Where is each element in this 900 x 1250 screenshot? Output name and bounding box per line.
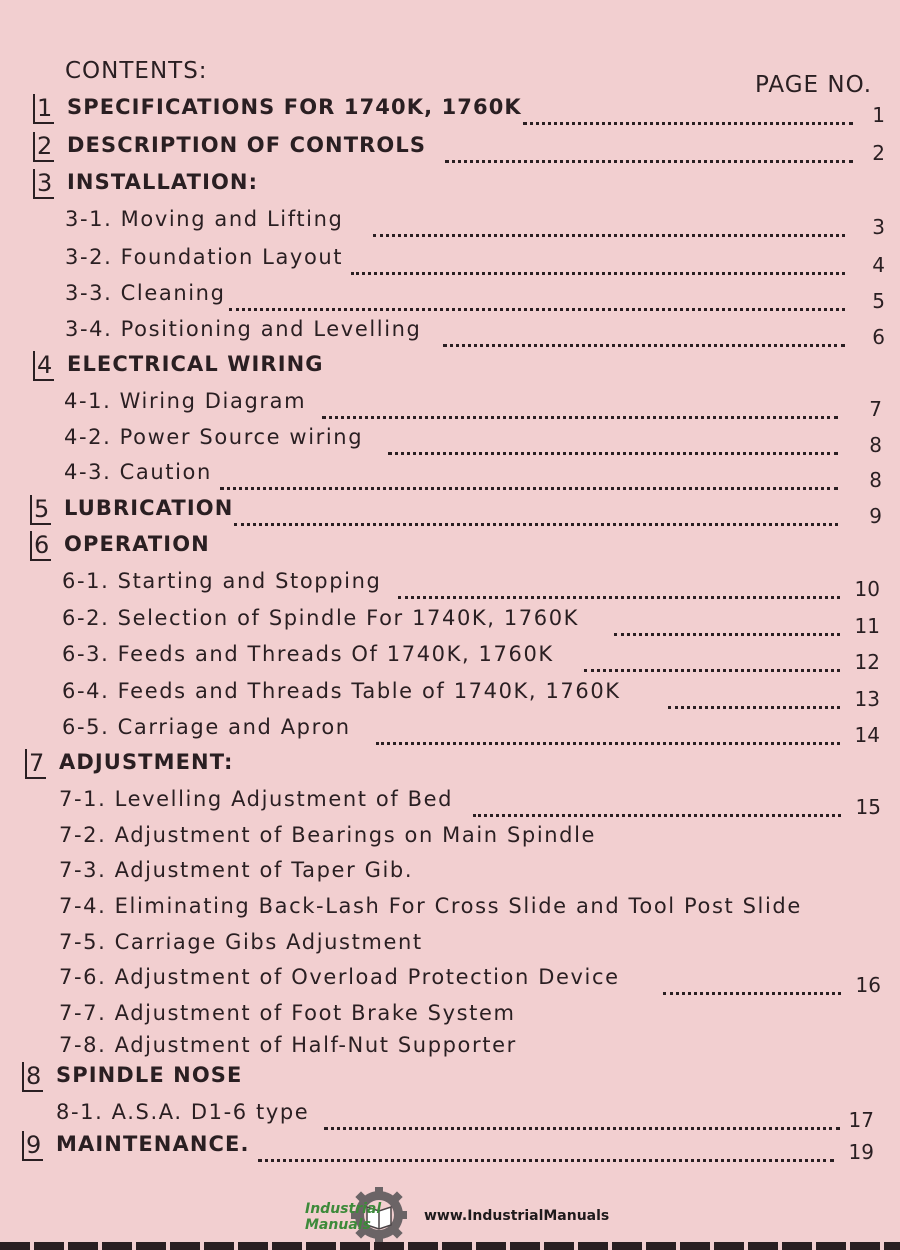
toc-subentry <box>25 820 885 856</box>
leader-dots <box>668 682 840 709</box>
toc-entry <box>30 493 890 529</box>
section-number: 1 <box>33 94 54 124</box>
entry-label: SPECIFICATIONS FOR 1740K, 1760K <box>67 95 522 119</box>
toc-entry <box>25 747 885 783</box>
entry-label: 7-8. Adjustment of Half-Nut Supporter <box>59 1033 517 1057</box>
toc-subentry <box>30 422 890 458</box>
entry-page: 7 <box>869 397 882 421</box>
entry-page: 13 <box>854 687 880 711</box>
entry-label: 6-4. Feeds and Threads Table of 1740K, 1760K <box>62 679 621 703</box>
leader-dots <box>351 248 845 275</box>
logo-line-2: Manuals <box>305 1217 371 1233</box>
entry-label: MAINTENANCE. <box>56 1132 250 1156</box>
leader-dots <box>614 609 840 636</box>
leader-dots <box>229 284 845 311</box>
toc-entry <box>33 92 893 128</box>
toc-subentry <box>28 603 888 639</box>
entry-label: 4-3. Caution <box>64 460 212 484</box>
toc-subentry <box>25 998 885 1034</box>
contents-heading: CONTENTS: <box>65 58 208 84</box>
entry-page: 5 <box>872 289 885 313</box>
toc-subentry <box>25 962 885 998</box>
toc-subentry <box>28 639 888 675</box>
leader-dots <box>398 572 840 599</box>
toc-entry <box>33 167 893 203</box>
entry-label: OPERATION <box>64 532 210 556</box>
entry-label: 7-4. Eliminating Back-Lash For Cross Slide and Tool Post Slide <box>59 894 802 918</box>
section-number: 9 <box>22 1131 43 1161</box>
toc-subentry <box>30 457 890 493</box>
entry-label: 6-3. Feeds and Threads Of 1740K, 1760K <box>62 642 554 666</box>
entry-page: 10 <box>854 577 880 601</box>
toc-subentry <box>28 676 888 712</box>
entry-page: 19 <box>848 1140 874 1164</box>
section-number: 7 <box>25 749 46 779</box>
toc-subentry <box>30 386 890 422</box>
toc-subentry <box>28 566 888 602</box>
section-number: 6 <box>30 531 51 561</box>
industrial-manuals-logo <box>305 1185 415 1245</box>
section-number: 2 <box>33 132 54 162</box>
entry-page: 9 <box>869 504 882 528</box>
entry-label: 7-7. Adjustment of Foot Brake System <box>59 1001 516 1025</box>
entry-label: 7-3. Adjustment of Taper Gib. <box>59 858 414 882</box>
entry-page: 8 <box>869 468 882 492</box>
entry-label: 7-6. Adjustment of Overload Protection Device <box>59 965 620 989</box>
toc-subentry <box>25 891 885 927</box>
entry-label: INSTALLATION: <box>67 170 259 194</box>
entry-label: 8-1. A.S.A. D1-6 type <box>56 1100 310 1124</box>
entry-page: 1 <box>872 103 885 127</box>
entry-label: 6-5. Carriage and Apron <box>62 715 351 739</box>
toc-subentry <box>28 712 888 748</box>
entry-label: 3-1. Moving and Lifting <box>65 207 344 231</box>
toc-subentry <box>25 927 885 963</box>
leader-dots <box>373 210 845 237</box>
entry-label: DESCRIPTION OF CONTROLS <box>67 133 427 157</box>
toc-subentry <box>33 314 893 350</box>
logo-line-1: Industrial <box>305 1201 382 1217</box>
leader-dots <box>443 320 845 347</box>
entry-label: ELECTRICAL WIRING <box>67 352 324 376</box>
bottom-border <box>0 1242 900 1250</box>
leader-dots <box>322 392 838 419</box>
entry-page: 3 <box>872 215 885 239</box>
entry-page: 11 <box>854 614 880 638</box>
entry-label: LUBRICATION <box>64 496 234 520</box>
section-number: 4 <box>33 351 54 381</box>
section-number: 8 <box>22 1062 43 1092</box>
footer-url: www.IndustrialManuals <box>424 1208 610 1224</box>
toc-subentry <box>33 278 893 314</box>
entry-label: 7-5. Carriage Gibs Adjustment <box>59 930 423 954</box>
entry-label: 4-2. Power Source wiring <box>64 425 364 449</box>
leader-dots <box>388 428 838 455</box>
entry-label: 3-4. Positioning and Levelling <box>65 317 422 341</box>
entry-page: 17 <box>848 1108 874 1132</box>
leader-dots <box>663 968 841 995</box>
page-number-heading: PAGE NO. <box>755 72 873 98</box>
entry-page: 15 <box>855 795 881 819</box>
leader-dots <box>220 463 838 490</box>
entry-page: 8 <box>869 433 882 457</box>
entry-page: 16 <box>855 973 881 997</box>
entry-label: SPINDLE NOSE <box>56 1063 243 1087</box>
toc-subentry <box>25 855 885 891</box>
toc-entry <box>33 349 893 385</box>
entry-label: 7-2. Adjustment of Bearings on Main Spindle <box>59 823 597 847</box>
section-number: 5 <box>30 495 51 525</box>
toc-entry <box>33 130 893 166</box>
entry-label: 6-1. Starting and Stopping <box>62 569 382 593</box>
entry-label: 4-1. Wiring Diagram <box>64 389 307 413</box>
leader-dots <box>523 98 853 125</box>
toc-subentry <box>33 204 893 240</box>
entry-page: 14 <box>854 723 880 747</box>
entry-page: 6 <box>872 325 885 349</box>
leader-dots <box>234 499 838 526</box>
toc-subentry <box>22 1097 882 1133</box>
leader-dots <box>376 718 840 745</box>
leader-dots <box>473 790 841 817</box>
entry-label: 3-3. Cleaning <box>65 281 226 305</box>
entry-label: 3-2. Foundation Layout <box>65 245 344 269</box>
toc-entry <box>30 529 890 565</box>
entry-page: 2 <box>872 141 885 165</box>
leader-dots <box>445 136 853 163</box>
toc-entry <box>22 1129 882 1165</box>
entry-label: 7-1. Levelling Adjustment of Bed <box>59 787 454 811</box>
entry-label: 6-2. Selection of Spindle For 1740K, 1760K <box>62 606 580 630</box>
entry-label: ADJUSTMENT: <box>59 750 234 774</box>
leader-dots <box>584 645 840 672</box>
leader-dots <box>258 1135 834 1162</box>
toc-subentry <box>33 242 893 278</box>
leader-dots <box>324 1103 840 1130</box>
entry-page: 12 <box>854 650 880 674</box>
logo-text <box>305 1201 381 1233</box>
toc-entry <box>22 1060 882 1096</box>
section-number: 3 <box>33 169 54 199</box>
toc-subentry <box>25 784 885 820</box>
entry-page: 4 <box>872 253 885 277</box>
